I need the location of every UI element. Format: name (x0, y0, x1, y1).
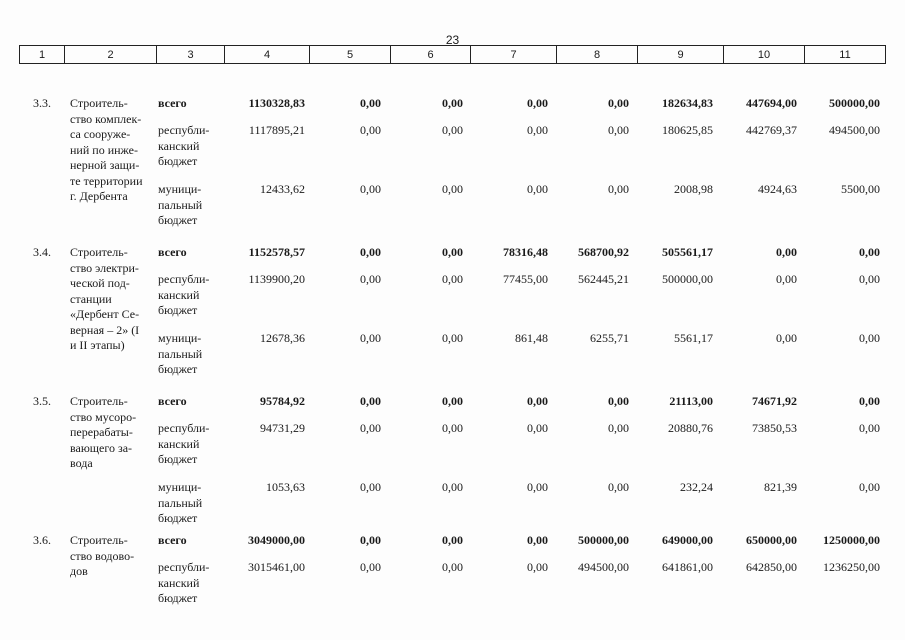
funding-source-line: бюджет (158, 154, 198, 168)
col-header-7: 7 (471, 46, 557, 64)
description-line: ство водово- (70, 548, 135, 563)
funding-source-line: республи- (158, 272, 210, 286)
value-cell: 0,00 (360, 560, 381, 574)
col-header-4: 4 (225, 46, 310, 64)
funding-source (158, 123, 228, 170)
value-cell: 1236250,00 (823, 560, 880, 574)
value-cell: 649000,00 (662, 533, 713, 547)
description-line: дов (70, 564, 88, 578)
value-cell: 0,00 (360, 182, 381, 196)
description-line: те территории (70, 173, 143, 188)
description-line: Строитель- (70, 245, 128, 259)
col-header-5: 5 (310, 46, 391, 64)
funding-source-line: республи- (158, 421, 210, 435)
funding-source (158, 96, 228, 112)
funding-source-line: бюджет (158, 591, 198, 605)
description-line: перерабаты- (70, 425, 133, 439)
funding-source (158, 560, 228, 607)
value-cell: 3015461,00 (248, 560, 305, 574)
value-cell: 5561,17 (674, 331, 713, 345)
description-line: Строитель- (70, 533, 128, 547)
row-description (70, 533, 156, 580)
funding-source (158, 394, 228, 410)
value-cell: 0,00 (608, 96, 629, 110)
funding-source-line: бюджет (158, 511, 198, 525)
value-cell: 0,00 (360, 272, 381, 286)
funding-source (158, 182, 228, 229)
description-line: нерной защи- (70, 158, 140, 172)
value-cell: 0,00 (527, 560, 548, 574)
value-cell: 0,00 (608, 421, 629, 435)
value-cell: 0,00 (776, 272, 797, 286)
col-header-10: 10 (724, 46, 805, 64)
description-line: ний по инже- (70, 142, 138, 157)
value-cell: 0,00 (442, 394, 463, 408)
funding-source-line: муници- (158, 480, 202, 494)
col-header-11: 11 (805, 46, 886, 64)
value-cell: 0,00 (442, 421, 463, 435)
description-line: «Дербент Се- (70, 307, 140, 321)
value-cell: 0,00 (527, 96, 548, 110)
value-cell: 0,00 (608, 394, 629, 408)
value-cell: 0,00 (442, 560, 463, 574)
funding-source-line: канский (158, 575, 200, 590)
value-cell: 0,00 (360, 245, 381, 259)
value-cell: 0,00 (442, 182, 463, 196)
value-cell: 0,00 (859, 421, 880, 435)
value-cell: 0,00 (442, 272, 463, 286)
value-cell: 0,00 (527, 533, 548, 547)
value-cell: 0,00 (442, 123, 463, 137)
value-cell: 3049000,00 (248, 533, 305, 547)
value-cell: 74671,92 (752, 394, 797, 408)
value-cell: 0,00 (859, 245, 880, 259)
description-line: ческой под- (70, 276, 130, 290)
value-cell: 1117895,21 (248, 123, 305, 137)
funding-source-line: канский (158, 436, 200, 451)
funding-source-line: муници- (158, 182, 202, 196)
row-number: 3.5. (33, 394, 51, 408)
value-cell: 0,00 (442, 245, 463, 259)
value-cell: 500000,00 (829, 96, 880, 110)
value-cell: 0,00 (608, 123, 629, 137)
row-description (70, 245, 156, 354)
row-number: 3.3. (33, 96, 51, 110)
col-header-3: 3 (157, 46, 225, 64)
funding-source (158, 533, 228, 549)
funding-source (158, 245, 228, 261)
row-description (70, 96, 156, 205)
value-cell: 0,00 (776, 331, 797, 345)
value-cell: 6255,71 (590, 331, 629, 345)
funding-source (158, 331, 228, 378)
value-cell: 0,00 (608, 182, 629, 196)
value-cell: 0,00 (442, 533, 463, 547)
value-cell: 0,00 (360, 331, 381, 345)
funding-source-line: бюджет (158, 213, 198, 227)
value-cell: 0,00 (859, 272, 880, 286)
funding-source-line: всего (158, 533, 187, 547)
value-cell: 1152578,57 (248, 245, 305, 259)
description-line: Строитель- (70, 96, 128, 110)
value-cell: 73850,53 (752, 421, 797, 435)
value-cell: 0,00 (360, 96, 381, 110)
value-cell: 500000,00 (578, 533, 629, 547)
description-line: ство мусоро- (70, 409, 137, 424)
value-cell: 642850,00 (746, 560, 797, 574)
value-cell: 494500,00 (578, 560, 629, 574)
value-cell: 494500,00 (829, 123, 880, 137)
funding-source-line: бюджет (158, 303, 198, 317)
funding-source-line: пальный (158, 495, 203, 510)
value-cell: 505561,17 (662, 245, 713, 259)
value-cell: 0,00 (527, 421, 548, 435)
value-cell: 0,00 (442, 331, 463, 345)
value-cell: 0,00 (442, 96, 463, 110)
row-number: 3.6. (33, 533, 51, 547)
funding-source-line: канский (158, 287, 200, 302)
col-header-1: 1 (20, 46, 65, 64)
value-cell: 861,48 (515, 331, 548, 345)
value-cell: 562445,21 (578, 272, 629, 286)
description-line: верная – 2» (I (70, 322, 140, 337)
column-number-header (19, 45, 886, 64)
description-line: станции (70, 291, 112, 306)
funding-source-line: муници- (158, 331, 202, 345)
funding-source-line: пальный (158, 346, 203, 361)
value-cell: 1130328,83 (248, 96, 305, 110)
value-cell: 95784,92 (260, 394, 305, 408)
value-cell: 20880,76 (668, 421, 713, 435)
value-cell: 442769,37 (746, 123, 797, 137)
value-cell: 0,00 (360, 533, 381, 547)
funding-source (158, 272, 228, 319)
value-cell: 0,00 (360, 480, 381, 494)
value-cell: 4924,63 (758, 182, 797, 196)
col-header-9: 9 (638, 46, 724, 64)
funding-source-line: бюджет (158, 362, 198, 376)
description-line: и II этапы) (70, 338, 125, 352)
value-cell: 0,00 (859, 331, 880, 345)
value-cell: 12678,36 (260, 331, 305, 345)
row-number: 3.4. (33, 245, 51, 259)
value-cell: 1053,63 (266, 480, 305, 494)
value-cell: 5500,00 (841, 182, 880, 196)
value-cell: 1139900,20 (248, 272, 305, 286)
value-cell: 0,00 (527, 182, 548, 196)
funding-source-line: всего (158, 245, 187, 259)
col-header-2: 2 (65, 46, 157, 64)
funding-source-line: пальный (158, 197, 203, 212)
funding-source-line: республи- (158, 123, 210, 137)
value-cell: 0,00 (608, 480, 629, 494)
value-cell: 21113,00 (669, 394, 713, 408)
funding-source-line: всего (158, 394, 187, 408)
description-line: са сооруже- (70, 127, 131, 141)
funding-source-line: республи- (158, 560, 210, 574)
value-cell: 0,00 (527, 394, 548, 408)
value-cell: 0,00 (527, 123, 548, 137)
value-cell: 0,00 (859, 394, 880, 408)
value-cell: 182634,83 (662, 96, 713, 110)
page-number: 23 (445, 33, 460, 47)
description-line: ство комплек- (70, 111, 142, 126)
funding-source-line: канский (158, 138, 200, 153)
value-cell: 94731,29 (260, 421, 305, 435)
value-cell: 0,00 (360, 394, 381, 408)
row-description (70, 394, 156, 472)
col-header-6: 6 (391, 46, 471, 64)
col-header-8: 8 (557, 46, 638, 64)
value-cell: 2008,98 (674, 182, 713, 196)
value-cell: 0,00 (360, 123, 381, 137)
funding-source (158, 421, 228, 468)
description-line: ство электри- (70, 260, 139, 275)
description-line: г. Дербента (70, 189, 128, 203)
value-cell: 0,00 (776, 245, 797, 259)
value-cell: 77455,00 (503, 272, 548, 286)
value-cell: 1250000,00 (823, 533, 880, 547)
description-line: вающего за- (70, 440, 133, 455)
value-cell: 821,39 (764, 480, 797, 494)
value-cell: 0,00 (527, 480, 548, 494)
funding-source (158, 480, 228, 527)
value-cell: 0,00 (360, 421, 381, 435)
value-cell: 650000,00 (746, 533, 797, 547)
funding-source-line: всего (158, 96, 187, 110)
value-cell: 641861,00 (662, 560, 713, 574)
value-cell: 500000,00 (662, 272, 713, 286)
value-cell: 568700,92 (578, 245, 629, 259)
description-line: вода (70, 456, 93, 470)
value-cell: 232,24 (680, 480, 713, 494)
value-cell: 180625,85 (662, 123, 713, 137)
value-cell: 0,00 (859, 480, 880, 494)
value-cell: 0,00 (442, 480, 463, 494)
funding-source-line: бюджет (158, 452, 198, 466)
value-cell: 447694,00 (746, 96, 797, 110)
description-line: Строитель- (70, 394, 128, 408)
value-cell: 12433,62 (260, 182, 305, 196)
value-cell: 78316,48 (503, 245, 548, 259)
